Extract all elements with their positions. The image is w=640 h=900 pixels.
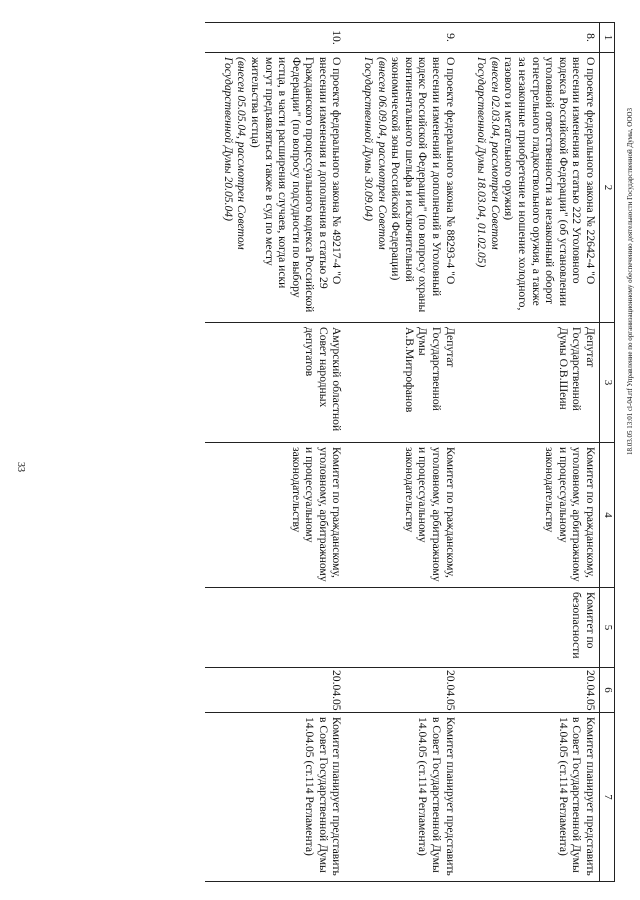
agenda-table [205,22,615,882]
bill-description: О проекте федерального закона № 22642-4 "О внесении изменения в статью 222 Уголовного кодекса Российской Федерации" (об установлении уголовной ответственности за незаконный оборот огнестрельного гладкоствольного оружия, а также за незаконные приобретение и ношение холодного, газового и метательного оружия) [502,57,597,311]
page-number: 33 [15,462,26,472]
co-committee-cell [346,588,459,668]
author-cell: Амурский областной Совет народных депутатов [205,323,345,443]
bill-note: (внесен 05.05.04, рассмотрен Советом Государственной Думы 20.05.04) [221,57,249,250]
bill-note: (внесен 06.09.04, рассмотрен Советом Государственной Думы 30.09.04) [362,57,389,250]
bill-description: О проекте федерального закона № 49217-4 "О внесении изменения и дополнения в статью 29 Гражданского процессуального кодекса Российской Федерации" (по вопросу подсудности по выбору истца, в части расширения случаев, когда иски могут предъявляться также в суд по месту жительства истца) [248,57,344,313]
row-number: 8. [459,23,600,53]
plan-cell: Комитет планирует представить в Совет Государственной Думы 14.04.05 (ст.114 Регламента) [205,713,345,882]
plan-cell: Комитет планирует представить в Совет Государственной Думы 14.04.05 (ст.114 Регламента) [346,713,459,882]
committee-cell: Комитет по гражданскому, уголовному, арбитражному и процессуальному законодательству [459,443,600,588]
author-cell: Депутат Государственной Думы А.В.Митрофанов [346,323,459,443]
column-number: 3 [600,323,615,443]
date-cell: 20.04.05 [205,668,345,713]
column-number: 4 [600,443,615,588]
column-number: 5 [600,588,615,668]
column-number-row [600,23,615,882]
date-cell: 20.04.05 [346,668,459,713]
date-cell: 20.04.05 [459,668,600,713]
row-number: 10. [205,23,345,53]
co-committee-cell [205,588,345,668]
bill-cell [459,53,600,323]
committee-cell: Комитет по гражданскому, уголовному, арбитражному и процессуальному законодательству [205,443,345,588]
table-row [346,23,459,882]
bill-cell [205,53,345,323]
bill-description: О проекте федерального закона № 88293-4 "О внесении изменений и дополнений в Уголовный кодекс Российской Федерации" (по вопросу охраны континентального шельфа и исключительной экономической зоны Российской Федерации) [389,57,457,313]
footer-line: 18.03.05 13:01 cl-04.rtf Управление по организационному обеспечению деятельности Государственной Думы, ООО3 [626,108,634,455]
author-cell: Депутат Государственной Думы О.В.Шеин [459,323,600,443]
plan-cell: Комитет планирует представить в Совет Государственной Думы 14.04.05 (ст.114 Регламента) [459,713,600,882]
bill-note: (внесен 02.03.04, рассмотрен Советом Государственной Думы 18.03.04, 01.02.05) [475,57,502,268]
column-number: 7 [600,713,615,882]
column-number: 2 [600,53,615,323]
co-committee-cell: Комитет по безопасности [459,588,600,668]
column-number: 6 [600,668,615,713]
agenda-table-container [35,22,615,882]
committee-cell: Комитет по гражданскому, уголовному, арбитражному и процессуальному законодательству [346,443,459,588]
bill-cell [346,53,459,323]
column-number: 1 [600,23,615,53]
table-row [459,23,600,882]
row-number: 9. [346,23,459,53]
table-row [205,23,345,882]
